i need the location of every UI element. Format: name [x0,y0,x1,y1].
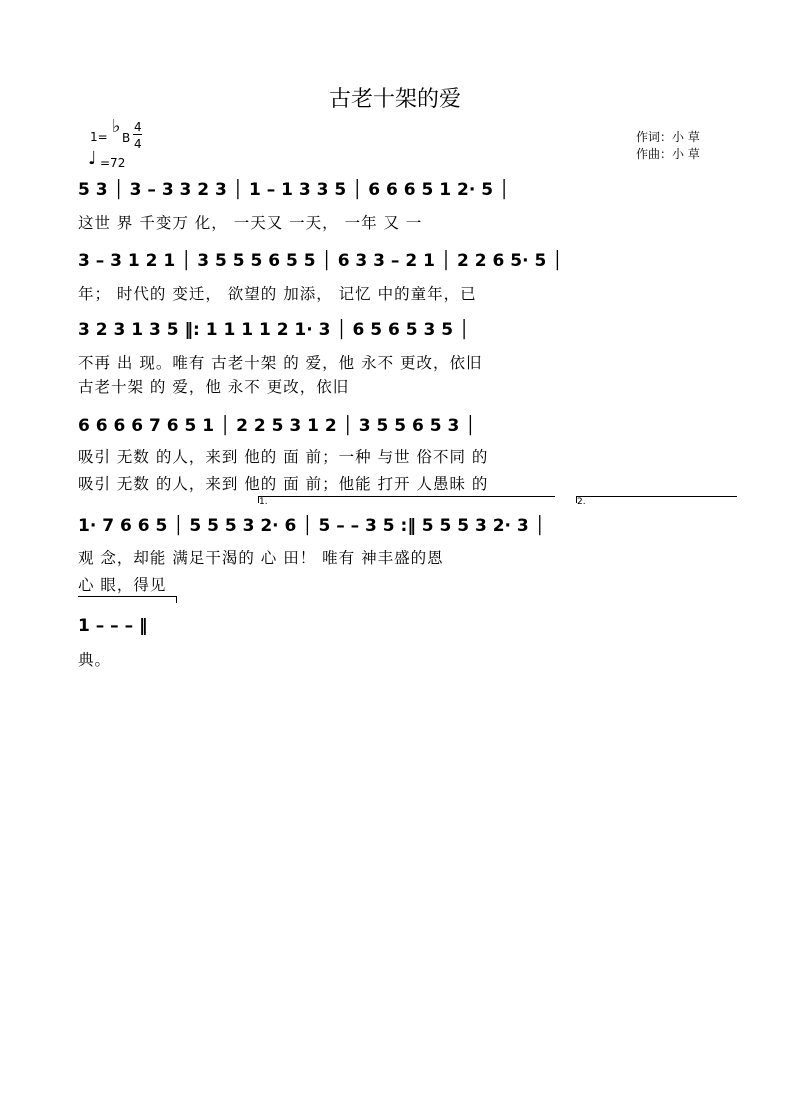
time-top: 4 [134,120,142,134]
volta-second-label: 2. [577,497,586,507]
lyric-row-6: 典。 [78,651,112,669]
time-divider [133,134,142,135]
lyric-row-4b: 吸引 无数 的人，来到 他的 面 前；他能 打开 人愚昧 的 [78,475,489,493]
volta-second [576,496,737,507]
notation-row-5: 1· 7 6 6 5 │ 5 5 5 3 2· 6 │ 5 – – 3 5 :‖ 5 5 5 3 2· 3 │ [78,516,545,536]
lyric-row-2: 年； 时代的 变迁， 欲望的 加添， 记忆 中的童年，已 [78,285,477,303]
lyric-row-3b: 古老十架 的 爱，他 永不 更改，依旧 [78,378,350,396]
volta-close-bracket [78,596,177,603]
notation-row-2: 3 – 3 1 2 1 │ 3 5 5 5 6 5 5 │ 6 3 3 – 2 1 │ 2 2 6 5· 5 │ [78,251,563,271]
lyric-row-3a: 不再 出 现。唯有 古老十架 的 爱，他 永不 更改，依旧 [78,354,483,372]
lyricist-credit: 作词：小 草 [636,130,700,144]
composer-credit: 作曲：小 草 [636,147,700,161]
notation-row-6: 1 – – – ‖ [78,616,148,636]
notation-row-1: 5 3 │ 3 – 3 3 2 3 │ 1 – 1 3 3 5 │ 6 6 6 5 1 2· 5 │ [78,180,510,200]
lyric-row-4a: 吸引 无数 的人，来到 他的 面 前；一种 与世 俗不同 的 [78,448,489,466]
volta-first-label: 1. [259,497,268,507]
key-label: 1= [90,130,108,144]
lyric-row-1: 这世 界 千变万 化， 一天又 一天， 一年 又 一 [78,214,423,232]
quarter-note-icon: ♩ [88,148,97,169]
lyric-row-5a: 观 念，却能 满足干渴的 心 田！ 唯有 神丰盛的恩 [78,549,444,567]
time-bottom: 4 [134,137,142,151]
volta-first [258,496,555,507]
notation-row-4: 6 6 6 6 7 6 5 1 │ 2 2 5 3 1 2 │ 3 5 5 6 5 3 │ [78,416,476,436]
tempo-value: =72 [100,156,126,170]
key-letter: B [122,131,131,145]
notation-row-3: 3 2 3 1 3 5 ‖: 1 1 1 1 2 1· 3 │ 6 5 6 5 3 5 │ [78,320,470,340]
lyric-row-5b: 心 眼，得见 [78,576,167,594]
flat-icon: ♭ [112,116,121,137]
page-title: 古老十架的爱 [328,87,461,112]
